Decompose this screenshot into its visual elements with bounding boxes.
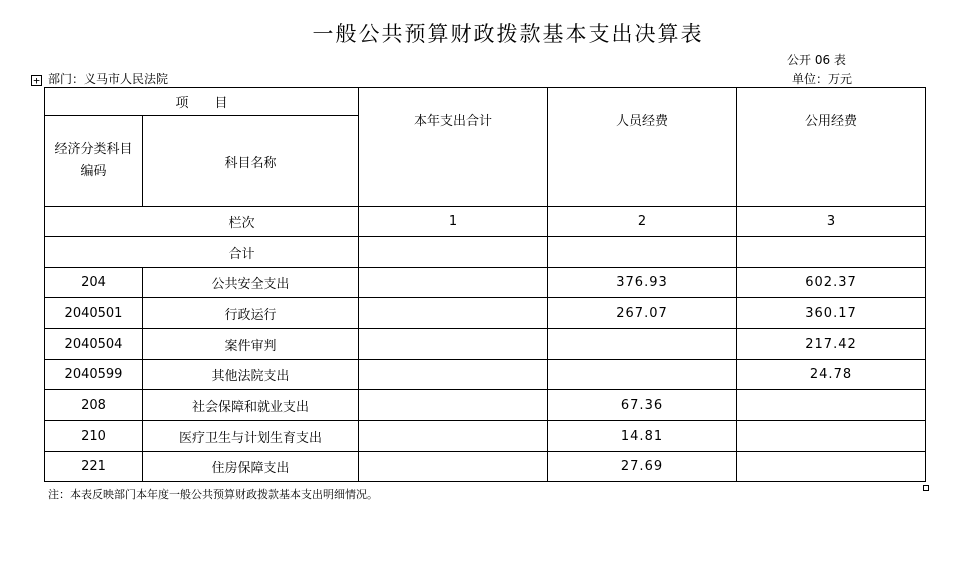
sum-label: 合计 xyxy=(45,237,359,268)
row-name: 行政运行 xyxy=(143,298,359,329)
row-personnel: 267.07 xyxy=(548,298,737,329)
row-total xyxy=(359,268,548,298)
row-code: 2040599 xyxy=(45,360,143,390)
table-note: 注：本表反映部门本年度一般公共预算财政拨款基本支出明细情况。 xyxy=(48,488,378,501)
header-col1: 1 xyxy=(359,207,548,237)
row-total xyxy=(359,329,548,360)
sum-personnel xyxy=(548,237,737,268)
table-resize-handle[interactable] xyxy=(923,485,929,491)
header-subject-name: 科目名称 xyxy=(143,116,359,207)
table-move-handle-icon[interactable]: + xyxy=(31,75,42,86)
header-total: 本年支出合计 xyxy=(359,88,548,207)
department-label: 部门：义马市人民法院 xyxy=(48,72,169,86)
table-row xyxy=(45,452,926,482)
row-code: 2040504 xyxy=(45,329,143,360)
sum-total xyxy=(359,237,548,268)
header-col-index: 栏次 xyxy=(45,207,359,237)
row-name: 住房保障支出 xyxy=(143,452,359,482)
row-total xyxy=(359,360,548,390)
row-name: 其他法院支出 xyxy=(143,360,359,390)
row-public: 360.17 xyxy=(737,298,926,329)
row-public xyxy=(737,390,926,421)
row-personnel: 67.36 xyxy=(548,390,737,421)
table-row xyxy=(45,298,926,329)
row-name: 医疗卫生与计划生育支出 xyxy=(143,421,359,452)
row-personnel xyxy=(548,360,737,390)
row-personnel: 27.69 xyxy=(548,452,737,482)
row-name: 案件审判 xyxy=(143,329,359,360)
row-code: 210 xyxy=(45,421,143,452)
row-public: 602.37 xyxy=(737,268,926,298)
row-total xyxy=(359,298,548,329)
row-code: 204 xyxy=(45,268,143,298)
unit-label: 单位：万元 xyxy=(792,72,853,86)
row-code: 2040501 xyxy=(45,298,143,329)
page-title: 一般公共预算财政拨款基本支出决算表 xyxy=(312,22,704,46)
row-public: 24.78 xyxy=(737,360,926,390)
row-name: 公共安全支出 xyxy=(143,268,359,298)
row-code: 221 xyxy=(45,452,143,482)
table-row xyxy=(45,360,926,390)
table-row xyxy=(45,329,926,360)
row-total xyxy=(359,390,548,421)
header-col3: 3 xyxy=(737,207,926,237)
row-personnel: 14.81 xyxy=(548,421,737,452)
table-row xyxy=(45,421,926,452)
row-public xyxy=(737,452,926,482)
row-total xyxy=(359,421,548,452)
row-personnel xyxy=(548,329,737,360)
row-public: 217.42 xyxy=(737,329,926,360)
row-total xyxy=(359,452,548,482)
row-personnel: 376.93 xyxy=(548,268,737,298)
row-name: 社会保障和就业支出 xyxy=(143,390,359,421)
budget-table xyxy=(44,87,926,482)
table-row xyxy=(45,268,926,298)
header-col2: 2 xyxy=(548,207,737,237)
header-item: 项 目 xyxy=(45,88,359,116)
row-public xyxy=(737,421,926,452)
header-econ-code: 经济分类科目编码 xyxy=(45,116,143,207)
header-public: 公用经费 xyxy=(737,88,926,207)
row-code: 208 xyxy=(45,390,143,421)
table-row xyxy=(45,390,926,421)
sum-public xyxy=(737,237,926,268)
header-personnel: 人员经费 xyxy=(548,88,737,207)
form-code: 公开 06 表 xyxy=(787,53,846,67)
